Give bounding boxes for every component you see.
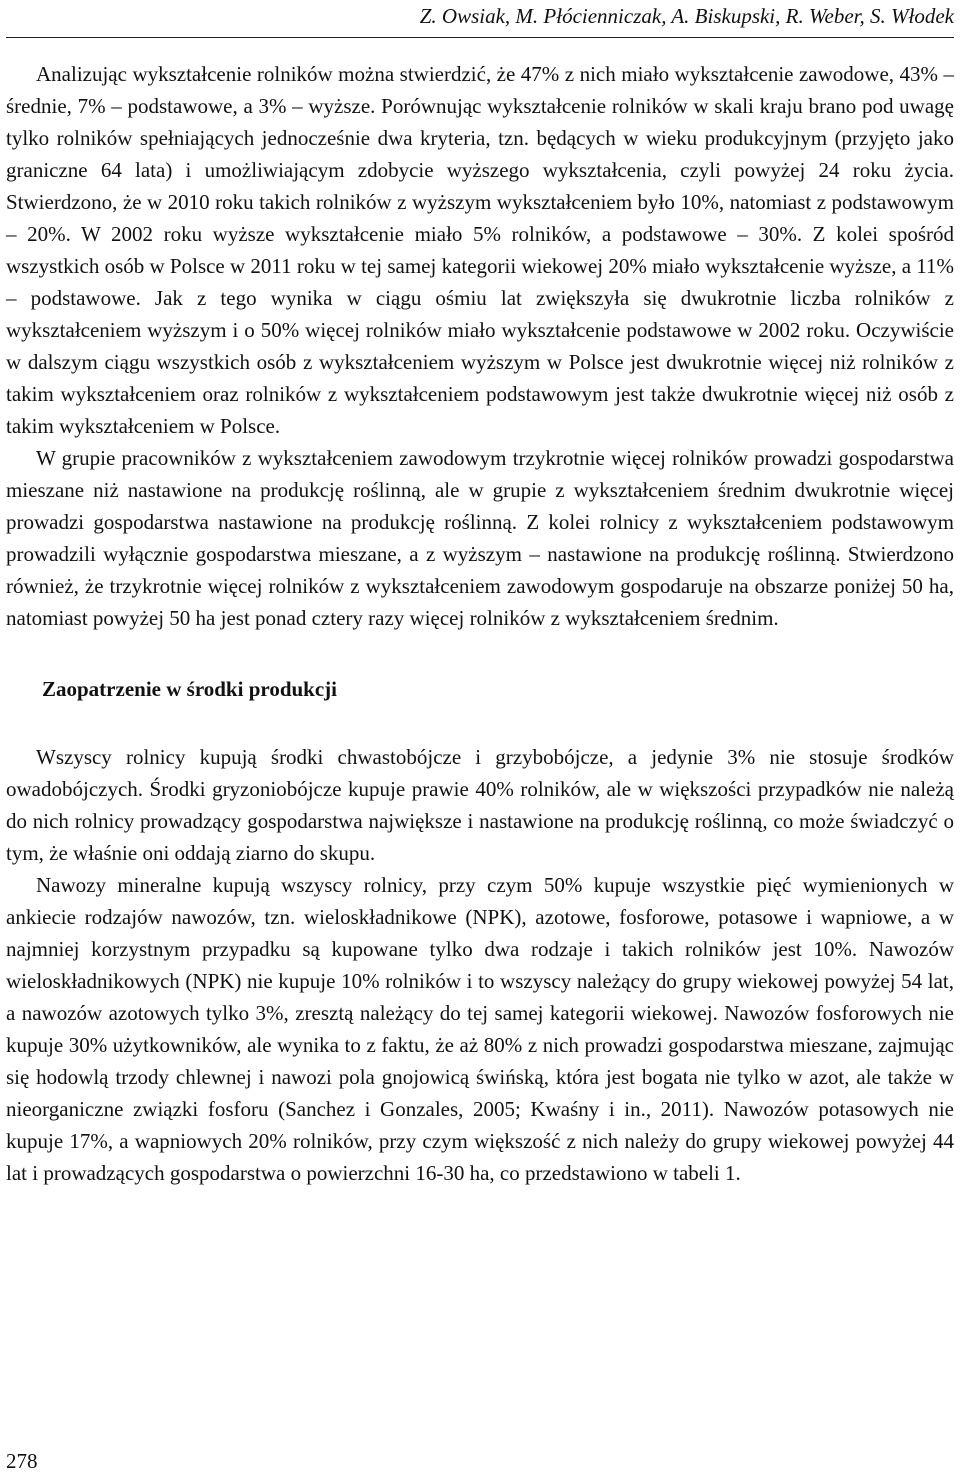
paragraph-pesticides: Wszyscy rolnicy kupują środki chwastobójcze i grzybobójcze, a jedynie 3% nie stosuje środków owadobójczych. Środki gryzoniobójcze kupuje prawie 40% rolników, ale w większości przypadków nie należą do nich rolnicy prowadzący gospodarstwa największe i nastawione na produkcję roślinną, co może świadczyć o tym, że właśnie oni oddają ziarno do skupu. xyxy=(6,745,954,865)
paragraph-education-analysis: Analizując wykształcenie rolników można stwierdzić, że 47% z nich miało wykształcenie zawodowe, 43% – średnie, 7% – podstawowe, a 3% – wyższe. Porównując wykształcenie rolników w skali kraju brano pod uwagę tylko rolników spełniających jednocześnie dwa kryteria, tzn. będących w wieku produkcyjnym (przyjęto jako graniczne 64 lata) i umożliwiającym zdobycie wyższego wykształcenia, czyli powyżej 24 roku życia. Stwierdzono, że w 2010 roku takich rolników z wyższym wykształceniem było 10%, natomiast z podstawowym – 20%. W 2002 roku wyższe wykształcenie miało 5% rolników, a podstawowe – 30%. Z kolei spośród wszystkich osób w Polsce w 2011 roku w tej samej kategorii wiekowej 20% miało wykształcenie wyższe, a 11% – podstawowe. Jak z tego wynika w ciągu ośmiu lat zwiększyła się dwukrotnie liczba rolników z wykształceniem wyższym i o 50% więcej rolników miało wykształcenie podstawowe w 2002 roku. Oczywiście w dalszym ciągu wszystkich osób z wykształceniem wyższym w Polsce jest dwukrotnie więcej niż rolników z takim wykształceniem oraz rolników z wykształceniem podstawowym jest także dwukrotnie więcej niż osób z takim wykształceniem w Polsce. xyxy=(6,62,954,438)
page-number: 278 xyxy=(6,1449,38,1473)
paragraph-fertilizers: Nawozy mineralne kupują wszyscy rolnicy, przy czym 50% kupuje wszystkie pięć wymienionych w ankiecie rodzajów nawozów, tzn. wieloskładnikowe (NPK), azotowe, fosforowe, potasowe i wapniowe, a w najmniej korzystnym przypadku są kupowane tylko dwa rodzaje i takich rolników jest 10%. Nawozów wieloskładnikowych (NPK) nie kupuje 10% rolników i to wszyscy należący do grupy wiekowej powyżej 54 lat, a nawozów azotowych tylko 3%, zresztą należący do tej samej kategorii wiekowej. Nawozów fosforowych nie kupuje 30% użytkowników, ale wynika to z faktu, że aż 80% z nich prowadzi gospodarstwa mieszane, zajmując się hodowlą trzody chlewnej i nawozi pola gnojowicą świńską, która jest bogata nie tylko w azot, ale także w nieorganiczne związki fosforu (Sanchez i Gonzales, 2005; Kwaśny i in., 2011). Nawozów potasowych nie kupuje 17%, a wapniowych 20% rolników, przy czym większość z nich należy do grupy wiekowej powyżej 44 lat i prowadzących gospodarstwa o powierzchni 16-30 ha, co przedstawiono w tabeli 1. xyxy=(6,873,954,1185)
header-rule xyxy=(6,37,954,38)
running-header: Z. Owsiak, M. Płócienniczak, A. Biskupski, R. Weber, S. Włodek xyxy=(419,4,954,28)
paragraph-education-farm-type: W grupie pracowników z wykształceniem zawodowym trzykrotnie więcej rolników prowadzi gospodarstwa mieszane niż nastawione na produkcję roślinną, ale w grupie z wykształceniem średnim dwukrotnie więcej prowadzi gospodarstwa nastawione na produkcję roślinną. Z kolei rolnicy z wykształceniem podstawowym prowadzili wyłącznie gospodarstwa mieszane, a z wyższym – nastawione na produkcję roślinną. Stwierdzono również, że trzykrotnie więcej rolników z wykształceniem zawodowym gospodaruje na obszarze poniżej 50 ha, natomiast powyżej 50 ha jest ponad cztery razy więcej rolników z wykształceniem średnim. xyxy=(6,446,954,630)
section-heading: Zaopatrzenie w środki produkcji xyxy=(42,677,338,701)
body-text xyxy=(6,58,954,1189)
